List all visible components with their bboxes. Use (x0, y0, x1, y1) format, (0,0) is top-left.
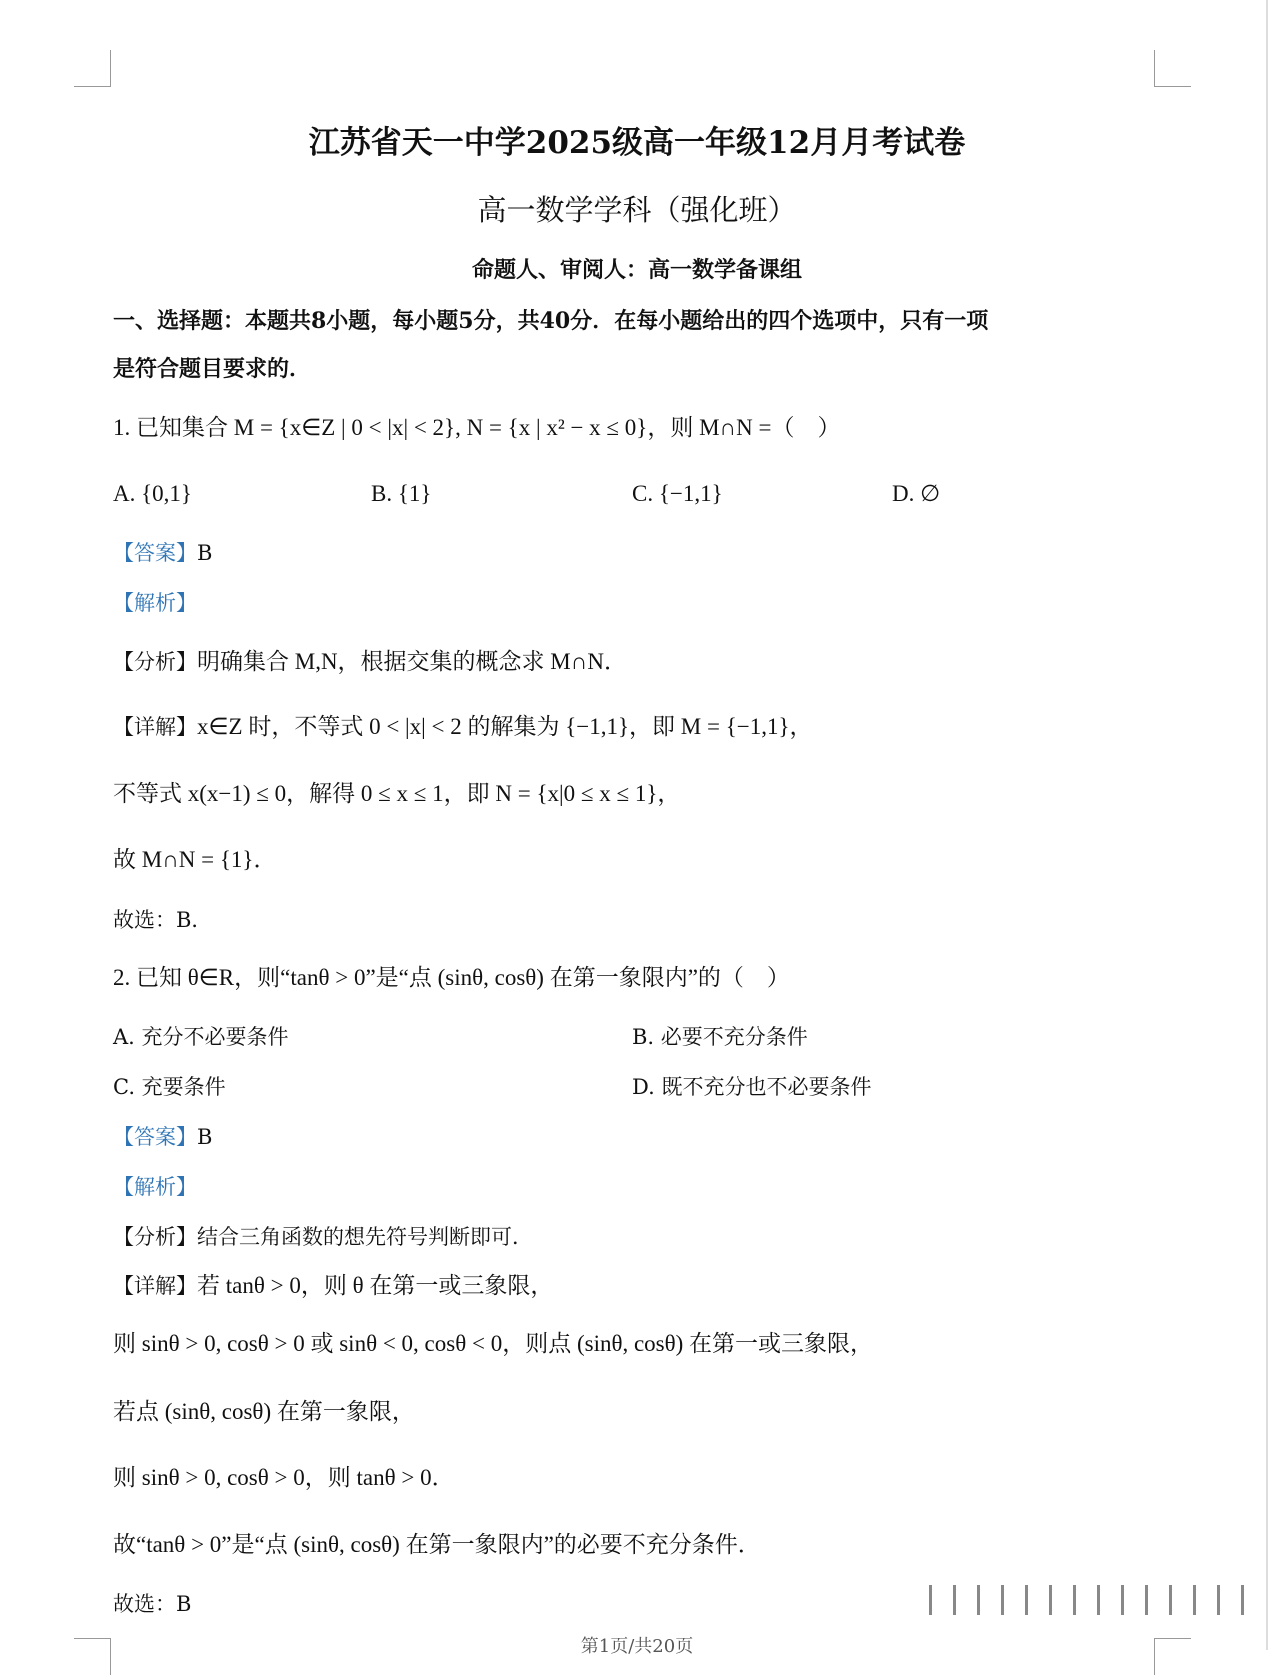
q2-choose: 故选：B (113, 1592, 192, 1616)
answer-label: 【答案】 (113, 541, 197, 565)
q2-detail-line2: 则 sinθ > 0, cosθ > 0 或 sinθ < 0, cosθ < 0，则点 (sinθ, cosθ) 在第一或三象限， (113, 1331, 874, 1356)
q1-detail-line2: 不等式 x(x−1) ≤ 0，解得 0 ≤ x ≤ 1，即 N = {x|0 ≤ x ≤ 1}， (113, 781, 681, 806)
authors: 命题人、审阅人：高一数学备课组 (471, 257, 802, 283)
q1-stem: 1. 已知集合 M = {x∈Z | 0 < |x| < 2}, N = {x | x² − x ≤ 0}，则 M∩N =（ ） (113, 415, 841, 440)
answer-value: B (197, 541, 213, 565)
q2-option-c: C. 充要条件 (113, 1075, 226, 1099)
q1-choose: 故选：B． (113, 908, 213, 932)
detail-text: 若 tanθ > 0，则 θ 在第一或三象限， (197, 1273, 554, 1298)
q2-option-a: A. 充分不必要条件 (113, 1025, 289, 1049)
q2-detail-line4: 则 sinθ > 0, cosθ > 0，则 tanθ > 0． (113, 1465, 455, 1490)
q2-stem: 2. 已知 θ∈R，则“tanθ > 0”是“点 (sinθ, cosθ) 在第一象限内”的（ ） (113, 965, 790, 990)
scan-artifact (915, 1585, 1245, 1615)
detail-text: x∈Z 时，不等式 0 < |x| < 2 的解集为 {−1,1}，即 M = {−1,1}， (197, 714, 813, 739)
q1-answer (113, 538, 212, 568)
page-subtitle: 高一数学学科（强化班） (477, 193, 797, 227)
q2-option-b: B. 必要不充分条件 (632, 1025, 808, 1049)
section-heading: 一、选择题：本题共8小题，每小题5分，共40分．在每小题给出的四个选项中，只有一项 (113, 308, 989, 334)
q2-detail-line3: 若点 (sinθ, cosθ) 在第一象限， (113, 1399, 415, 1424)
page-title: 江苏省天一中学2025级高一年级12月月考试卷 (308, 125, 966, 161)
fenxi-text: 明确集合 M,N，根据交集的概念求 M∩N． (197, 649, 627, 674)
q2-detail (113, 1271, 553, 1301)
q2-answer (113, 1122, 212, 1152)
detail-label: 【详解】 (113, 1274, 197, 1298)
section-heading-cont: 是符合题目要求的． (113, 356, 312, 382)
answer-label: 【答案】 (113, 1125, 197, 1149)
detail-label: 【详解】 (113, 715, 197, 739)
q1-option-c: C. {−1,1} (632, 481, 723, 506)
answer-value: B (197, 1125, 213, 1149)
corner-mark-tl (74, 50, 111, 87)
q2-analysis-label: 【解析】 (113, 1175, 197, 1199)
q1-option-a: A. {0,1} (113, 481, 192, 506)
fenxi-label: 【分析】 (113, 1225, 197, 1249)
q1-detail (113, 712, 813, 742)
page-edge (1266, 0, 1268, 1650)
q1-option-b: B. {1} (371, 481, 432, 506)
q1-detail-line3: 故 M∩N = {1}． (113, 847, 277, 872)
q1-analysis-label: 【解析】 (113, 591, 197, 615)
q2-fenxi (113, 1222, 533, 1252)
q1-option-d: D. ∅ (892, 481, 941, 506)
page-number: 第1页/共20页 (580, 1636, 694, 1657)
fenxi-text: 结合三角函数的想先符号判断即可． (197, 1225, 533, 1249)
q1-fenxi (113, 647, 627, 677)
q2-option-d: D. 既不充分也不必要条件 (632, 1075, 872, 1099)
q2-detail-line5: 故“tanθ > 0”是“点 (sinθ, cosθ) 在第一象限内”的必要不充分条件． (113, 1532, 761, 1557)
corner-mark-tr (1154, 50, 1191, 87)
fenxi-label: 【分析】 (113, 650, 197, 674)
